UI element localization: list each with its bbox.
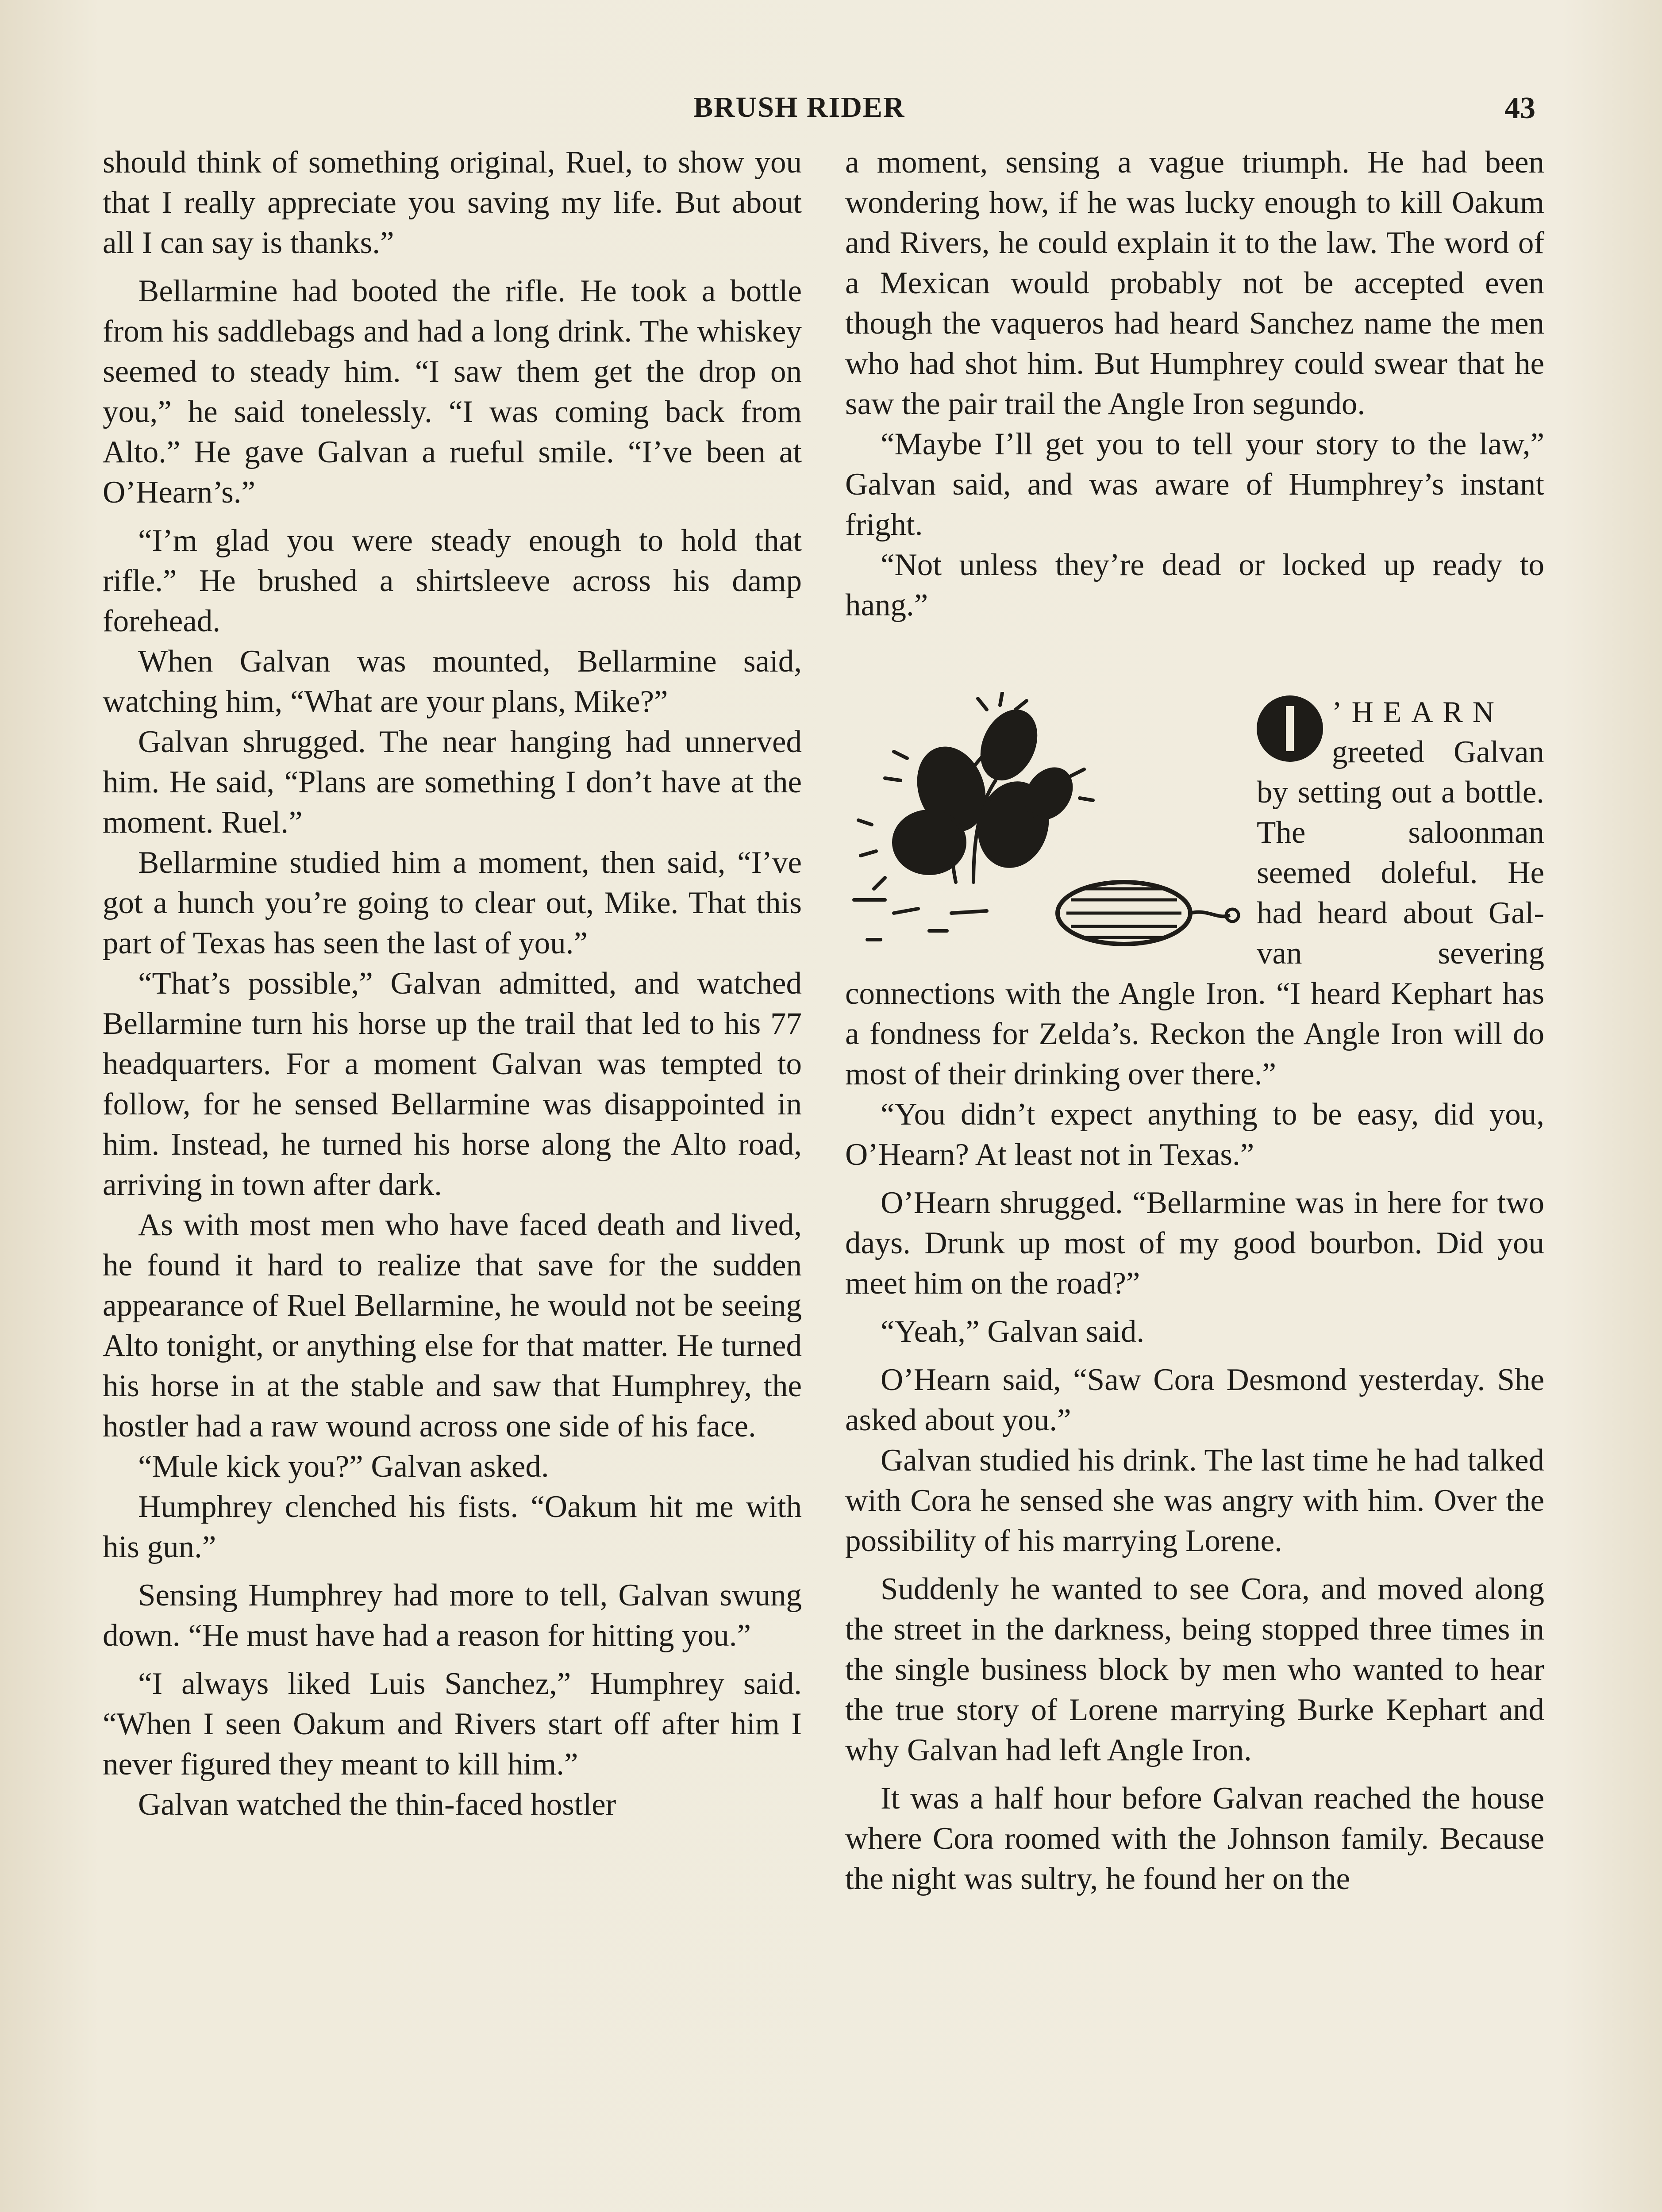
drop-cap-o-icon: [1257, 695, 1323, 762]
paragraph: Suddenly he wanted to see Cora, and moved along the street in the darkness, being stopped three times in the single business block by men who wanted to hear the true story of Lorene marrying Burke Kephart and why Galvan had left Angle Iron.: [845, 1572, 1544, 1767]
paragraph: “Mule kick you?” Galvan asked.: [138, 1449, 549, 1484]
paragraph: Galvan watched the thin-faced hostler: [138, 1787, 616, 1822]
right-column: [845, 142, 1544, 1899]
paragraph: a moment, sensing a vague triumph. He had been wondering how, if he was lucky enough to kill Oakum and Rivers, he could explain it to the law. The word of a Mexican would probably not be accepted even though the vaqueros had heard Sanchez name the men who had shot him. But Humphrey could swear that he saw the pair trail the Angle Iron segundo.: [845, 145, 1544, 421]
paragraph: O’Hearn said, “Saw Cora Desmond yesterday. She asked about you.”: [845, 1363, 1544, 1437]
page-header: [0, 91, 1662, 144]
paragraph: “Yeah,” Galvan said.: [881, 1314, 1145, 1349]
paragraph: Sensing Humphrey had more to tell, Galvan swung down. “He must have had a reason for hitting you.”: [103, 1578, 802, 1653]
cactus-icon: [841, 692, 1243, 957]
cactus-and-canteen-illustration: [841, 692, 1243, 957]
paragraph: As with most men who have faced death and lived, he found it hard to realize that save for the sudden appearance of Ruel Bellarmine, he would not be seeing Alto tonight, or anything else for that matter. He turned his horse in at the stable and saw that Humphrey, the hostler had a raw wound across one side of his face.: [103, 1208, 802, 1444]
chapter-opening-text: greeted Galvan by setting out a bottle. The saloonman seemed doleful. He had heard about Galvan severing connections with the Angle Iron. “I heard Kephart has a fondness for Zelda’s. Reckon the Angle Iron will do most of their drinking over there.”: [845, 735, 1544, 1091]
paragraph: “I’m glad you were steady enough to hold that rifle.” He brushed a shirtsleeve across his damp forehead.: [103, 523, 802, 638]
left-column: [103, 142, 802, 1825]
section-break: [845, 626, 1544, 692]
paragraph: Humphrey clenched his fists. “Oakum hit me with his gun.”: [103, 1490, 802, 1564]
drop-cap-small-caps: ’HEARN: [1332, 695, 1504, 729]
paragraph: “That’s possible,” Galvan admitted, and watched Bellarmine turn his horse up the trail that led to his 77 headquarters. For a moment Galvan was tempted to follow, for he sensed Bellarmine was disappointed in him. Instead, he turned his horse along the Alto road, arriving in town after dark.: [103, 966, 802, 1202]
paragraph: Bellarmine studied him a moment, then said, “I’ve got a hunch you’re going to clear out, Mike. That this part of Texas has seen the last of you.”: [103, 845, 802, 960]
paragraph: O’Hearn shrugged. “Bellarmine was in here for two days. Drunk up most of my good bourbon. Did you meet him on the road?”: [845, 1186, 1544, 1301]
running-title: BRUSH RIDER: [693, 91, 905, 123]
paragraph: “You didn’t expect anything to be easy, did you, O’Hearn? At least not in Texas.”: [845, 1097, 1544, 1172]
paragraph: Galvan studied his drink. The last time he had talked with Cora he sensed she was angry with him. Over the possibility of his marrying Lorene.: [845, 1443, 1544, 1558]
paragraph: When Galvan was mounted, Bellarmine said, watching him, “What are your plans, Mike?”: [103, 644, 802, 719]
paragraph: “I always liked Luis Sanchez,” Humphrey said. “When I seen Oakum and Rivers start off after him I never figured they meant to kill him.”: [103, 1667, 802, 1782]
paragraph: It was a half hour before Galvan reached the house where Cora roomed with the Johnson family. Because the night was sultry, he found her on the: [845, 1781, 1544, 1896]
paragraph: Galvan shrugged. The near hanging had unnerved him. He said, “Plans are something I don’t have at the moment. Ruel.”: [103, 725, 802, 840]
paragraph: Bellarmine had booted the rifle. He took a bottle from his saddlebags and had a long drink. The whiskey seemed to steady him. “I saw them get the drop on you,” he said tonelessly. “I was coming back from Alto.” He gave Galvan a rueful smile. “I’ve been at O’Hearn’s.”: [103, 274, 802, 510]
paragraph: “Maybe I’ll get you to tell your story to the law,” Galvan said, and was aware of Humphrey’s instant fright.: [845, 427, 1544, 542]
page-number: 43: [1504, 91, 1535, 125]
paragraph: “Not unless they’re dead or locked up ready to hang.”: [845, 548, 1544, 622]
paragraph: should think of something original, Ruel, to show you that I really appreciate you saving my life. But about all I can say is thanks.”: [103, 145, 802, 260]
